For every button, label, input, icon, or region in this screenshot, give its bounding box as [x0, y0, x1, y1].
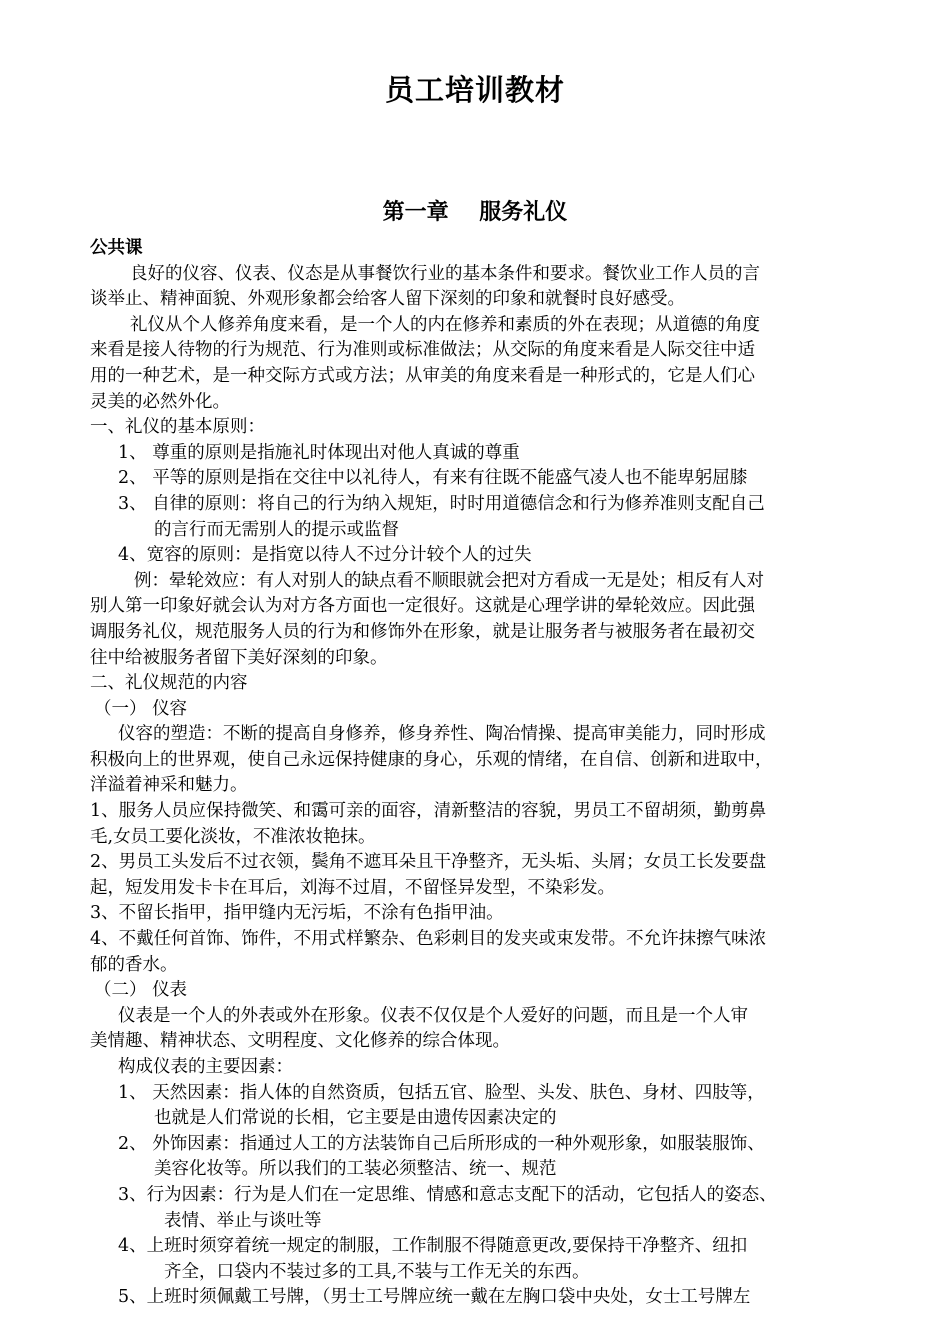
text-line: 2、 外饰因素：指通过人工的方法装饰自己后所形成的一种外观形象，如服装服饰、 [118, 1133, 765, 1154]
text-line: 美容化妆等。所以我们的工装必须整洁、统一、规范 [154, 1159, 557, 1180]
text-line: 毛,女员工要化淡妆，不准浓妆艳抹。 [90, 826, 376, 847]
text-line: 4、宽容的原则：是指宽以待人不过分计较个人的过失 [118, 545, 532, 566]
text-line: （二） 仪表 [94, 980, 188, 1001]
text-line: 的言行而无需别人的提示或监督 [154, 519, 399, 540]
text-line: 调服务礼仪，规范服务人员的行为和修饰外在形象，就是让服务者与被服务者在最初交 [90, 621, 755, 642]
text-line: 3、 自律的原则：将自己的行为纳入规矩，时时用道德信念和行为修养准则支配自己 [118, 493, 765, 514]
document-title: 员工培训教材 [384, 73, 565, 107]
text-line: 洋溢着神采和魅力。 [90, 775, 248, 796]
text-line: 1、 尊重的原则是指施礼时体现出对他人真诚的尊重 [118, 442, 520, 463]
text-line: 5、上班时须佩戴工号牌，（男士工号牌应统一戴在左胸口袋中央处，女士工号牌左 [118, 1287, 751, 1308]
text-line: 1、服务人员应保持微笑、和霭可亲的面容，清新整洁的容貌，男员工不留胡须，勤剪鼻 [90, 801, 767, 822]
text-line: 良好的仪容、仪表、仪态是从事餐饮行业的基本条件和要求。餐饮业工作人员的言 [130, 263, 760, 284]
text-line: 表情、举止与谈吐等 [164, 1210, 322, 1231]
text-line: 3、不留长指甲，指甲缝内无污垢，不涂有色指甲油。 [90, 903, 504, 924]
text-line: 例：晕轮效应：有人对别人的缺点看不顺眼就会把对方看成一无是处；相反有人对 [134, 570, 764, 591]
text-line: 来看是接人待物的行为规范、行为准则或标准做法；从交际的角度来看是人际交往中适 [90, 340, 755, 361]
text-line: 仪容的塑造：不断的提高自身修养，修身养性、陶冶情操、提高审美能力，同时形成 [118, 724, 766, 745]
text-line: 往中给被服务者留下美好深刻的印象。 [90, 647, 388, 668]
text-line: 积极向上的世界观，使自己永远保持健康的身心，乐观的情绪，在自信、创新和进取中， [90, 749, 773, 770]
text-line: 起，短发用发卡卡在耳后，刘海不过眉，不留怪异发型，不染彩发。 [90, 877, 615, 898]
chapter-heading: 第一章 服务礼仪 [382, 200, 568, 225]
text-line: 灵美的必然外化。 [90, 391, 230, 412]
text-line: 构成仪表的主要因素： [118, 1057, 293, 1077]
text-line: 4、不戴任何首饰、饰件，不用式样繁杂、色彩刺目的发夹或束发带。不允许抹擦气味浓 [90, 929, 767, 950]
text-line: 1、 天然因素：指人体的自然资质，包括五官、脸型、头发、肤色、身材、四肢等， [118, 1082, 765, 1103]
text-line: 别人第一印象好就会认为对方各方面也一定很好。这就是心理学讲的晕轮效应。因此强 [90, 596, 755, 617]
text-line: 也就是人们常说的长相，它主要是由遗传因素决定的 [154, 1108, 557, 1129]
text-line: 2、男员工头发后不过衣领，鬓角不遮耳朵且干净整齐，无头垢、头屑；女员工长发要盘 [90, 852, 767, 873]
text-line: （一） 仪容 [94, 698, 188, 719]
text-line: 仪表是一个人的外表或外在形象。仪表不仅仅是个人爱好的问题，而且是一个人审 [118, 1005, 748, 1026]
text-line: 郁的香水。 [90, 954, 178, 975]
document-body [90, 236, 870, 1311]
section-label: 公共课 [90, 238, 143, 258]
text-line: 一、礼仪的基本原则： [90, 417, 265, 438]
text-line: 礼仪从个人修养角度来看，是一个人的内在修养和素质的外在表现；从道德的角度 [130, 314, 760, 335]
text-line: 3、行为因素：行为是人们在一定思维、情感和意志支配下的活动，它包括人的姿态、 [118, 1184, 777, 1205]
text-line: 谈举止、精神面貌、外观形象都会给客人留下深刻的印象和就餐时良好感受。 [90, 289, 685, 310]
text-line: 齐全，口袋内不装过多的工具,不装与工作无关的东西。 [164, 1261, 590, 1282]
text-line: 4、上班时须穿着统一规定的制服，工作制服不得随意更改,要保持干净整齐、纽扣 [118, 1236, 748, 1257]
text-line: 二、礼仪规范的内容 [90, 673, 248, 694]
text-line: 美情趣、精神状态、文明程度、文化修养的综合体现。 [90, 1031, 510, 1052]
text-line: 用的一种艺术，是一种交际方式或方法；从审美的角度来看是一种形式的，它是人们心 [90, 365, 755, 386]
text-line: 2、 平等的原则是指在交往中以礼待人，有来有往既不能盛气凌人也不能卑躬屈膝 [118, 468, 748, 489]
